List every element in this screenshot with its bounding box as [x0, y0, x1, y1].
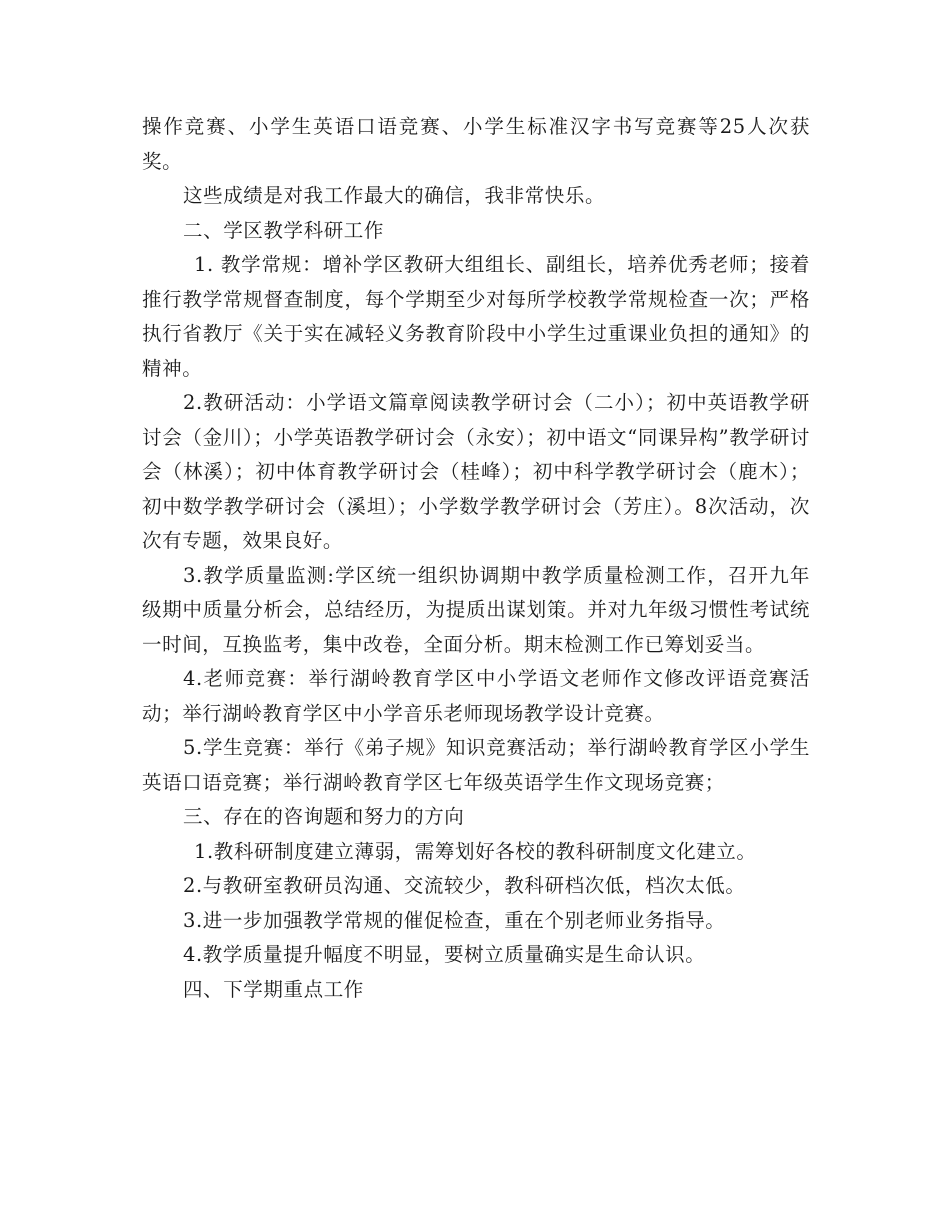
list-item-problem-4: 4.教学质量提升幅度不明显，要树立质量确实是生命认识。 [183, 943, 706, 966]
paragraph-research-activities: 2.教研活动：小学语文篇章阅读教学研讨会（二小）；初中英语教学研讨会（金川）；小学英语教学研讨会（永安）；初中语文“同课异构”教学研讨会（林溪）；初中体育教学研讨会（桂峰）；初中科学教学研讨会（鹿木）；初中数学教学研讨会（溪坦）；小学数学教学研讨会（芳庄）。8次活动，次次有专题，效果良好。 [142, 391, 810, 552]
list-item-problem-1: 1.教科研制度建立薄弱，需筹划好各校的教科研制度文化建立。 [194, 839, 757, 863]
paragraph-student-competition: 5.学生竞赛：举行《弟子规》知识竞赛活动；举行湖岭教育学区小学生英语口语竞赛；举行湖岭教育学区七年级英语学生作文现场竞赛； [142, 736, 810, 794]
section-heading-next-term: 四、下学期重点工作 [183, 977, 364, 1001]
section-heading-problems: 三、存在的咨询题和努力的方向 [183, 805, 465, 828]
paragraph-achievement-remark: 这些成绩是对我工作最大的确信，我非常快乐。 [183, 184, 606, 207]
paragraph-awards-continued: 操作竞赛、小学生英语口语竞赛、小学生标准汉字书写竞赛等25人次获奖。 [142, 115, 810, 173]
document-body [142, 110, 810, 1007]
list-item-problem-3: 3.进一步加强教学常规的催促检查，重在个别老师业务指导。 [183, 908, 726, 932]
paragraph-teaching-routine: 1. 教学常规：增补学区教研大组组长、副组长，培养优秀老师；接着推行教学常规督查制度，每个学期至少对每所学校教学常规检查一次；严格执行省教厅《关于实在减轻义务教育阶段中小学生过重课业负担的通知》的精神。 [142, 253, 810, 380]
list-item-problem-2: 2.与教研室教研员沟通、交流较少，教科研档次低，档次太低。 [183, 874, 746, 897]
paragraph-quality-monitoring: 3.教学质量监测:学区统一组织协调期中教学质量检测工作，召开九年级期中质量分析会，总结经历，为提质出谋划策。并对九年级习惯性考试统一时间，互换监考，集中改卷，全面分析。期末检测工作已筹划妥当。 [142, 563, 810, 656]
paragraph-teacher-competition: 4.老师竞赛：举行湖岭教育学区中小学语文老师作文修改评语竞赛活动；举行湖岭教育学区中小学音乐老师现场教学设计竞赛。 [142, 667, 810, 725]
section-heading-teaching-research: 二、学区教学科研工作 [183, 218, 385, 242]
